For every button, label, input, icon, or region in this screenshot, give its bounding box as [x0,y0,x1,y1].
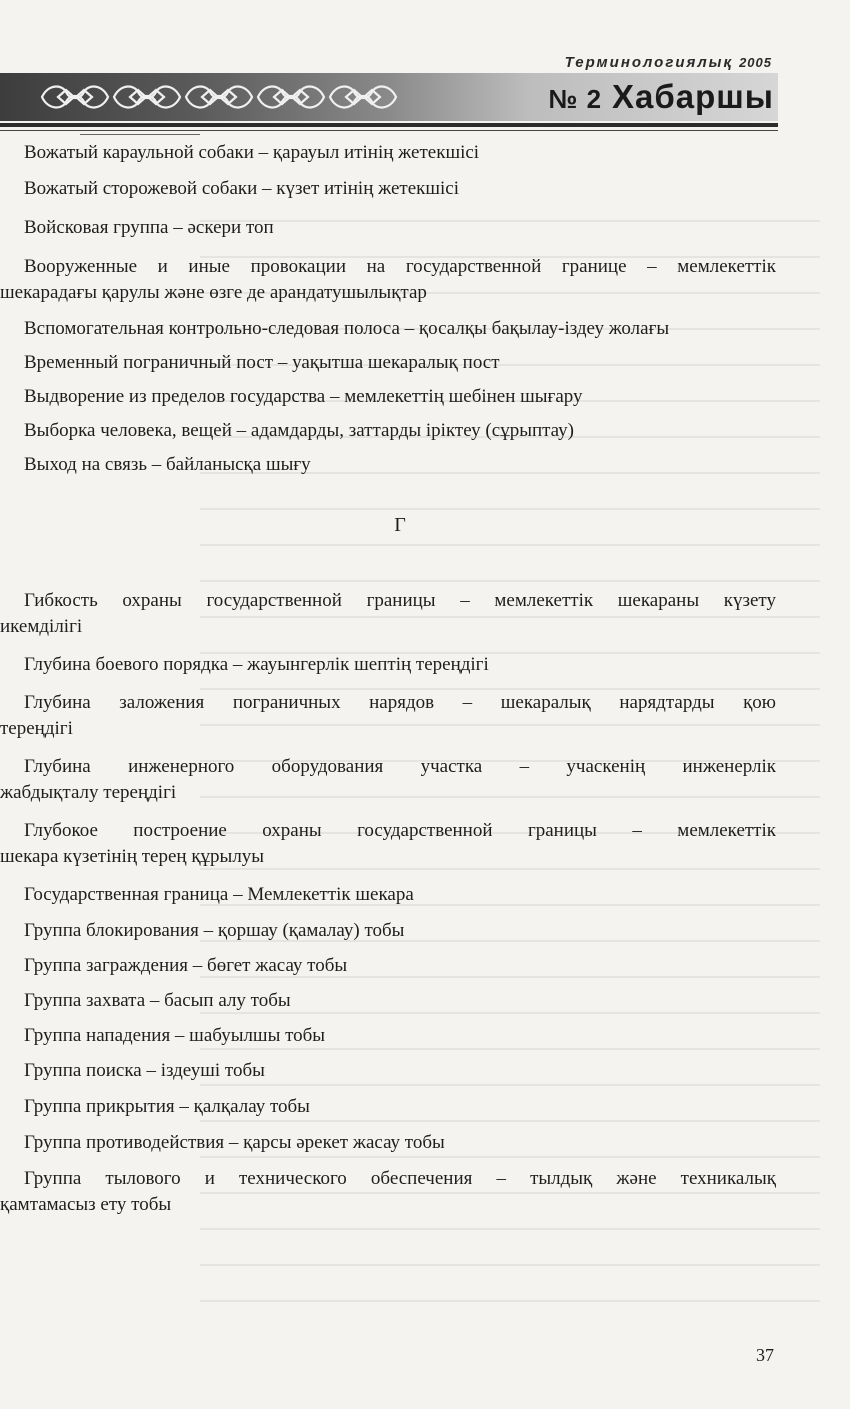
entry-text: Вожатый караульной собаки – қарауыл итінің жетекшісі [24,142,480,163]
entry-text-continued: тереңдігі [0,718,73,739]
entry-text: Группа заграждения – бөгет жасау тобы [24,955,348,976]
glossary-entry [0,316,776,342]
entry-text: Вспомогательная контрольно-следовая полоса – қосалқы бақылау-іздеу жолағы [24,318,670,339]
glossary-entry [0,754,776,806]
entry-text: Группа противодействия – қарсы әрекет жасау тобы [24,1132,445,1153]
entry-text: Вооруженные и иные провокации на государственной границе – мемлекеттік [24,256,776,277]
glossary-entry [0,652,776,678]
glossary-entry [0,350,776,376]
entry-text-continued: қамтамасыз ету тобы [0,1194,172,1215]
page-number: 37 [756,1345,774,1365]
entry-text: Временный пограничный пост – уақытша шекаралық пост [24,352,500,373]
entry-text: Глубина заложения пограничных нарядов – шекаралық нарядтарды қою [24,692,776,713]
entry-text: Выход на связь – байланысқа шығу [24,454,311,475]
glossary-entry [0,690,776,742]
entry-text: Группа тылового и технического обеспечения – тылдық және техникалық [24,1168,776,1189]
entry-text-continued: икемділігі [0,616,83,637]
journal-year: 2005 [739,55,772,70]
issue-heading [548,74,774,120]
glossary-entry [0,1130,776,1156]
entry-text: Войсковая группа – әскери топ [24,217,274,238]
header-rule [0,123,778,127]
glossary-entry [0,988,776,1014]
entry-text-continued: шекара күзетінің терең құрылуы [0,846,265,867]
entry-text: Выдворение из пределов государства – мемлекеттің шебінен шығару [24,386,583,407]
glossary-entry [0,918,776,944]
glossary-list [0,140,776,1218]
entry-text: Группа поиска – іздеуші тобы [24,1060,265,1081]
entry-text: Выборка человека, вещей – адамдарды, заттарды іріктеу (сұрыптау) [24,420,574,441]
entry-text: Группа прикрытия – қалқалау тобы [24,1096,310,1117]
glossary-entry [0,882,776,908]
entry-text: Вожатый сторожевой собаки – күзет итінің жетекшісі [24,178,460,199]
journal-title [565,54,772,71]
entry-text: Группа захвата – басып алу тобы [24,990,291,1011]
glossary-entry [0,1058,776,1084]
entry-text: Глубокое построение охраны государственной границы – мемлекеттік [24,820,776,841]
ornament-pattern [40,80,400,114]
glossary-entry [0,1023,776,1049]
entry-text: Гибкость охраны государственной границы – мемлекеттік шекараны күзету [24,590,776,611]
entry-text: Группа блокирования – қоршау (қамалау) тобы [24,920,405,941]
entry-text: Государственная граница – Мемлекеттік шекара [24,884,414,905]
entry-text: Глубина инженерного оборудования участка – учаскенің инженерлік [24,756,776,777]
issue-title: Хабаршы [612,78,774,115]
glossary-entry [0,1166,776,1218]
header-rule-short [80,134,200,135]
journal-name: Терминологиялық [564,54,734,71]
entry-text-continued: шекарадағы қарулы және өзге де арандатушылықтар [0,282,427,303]
glossary-entry [0,176,776,202]
glossary-entry [0,452,776,478]
issue-number: № 2 [548,84,603,114]
glossary-entry [0,588,776,640]
glossary-entry [0,418,776,444]
entry-text: Группа нападения – шабуылшы тобы [24,1025,326,1046]
entry-text-continued: жабдықталу тереңдігі [0,782,177,803]
glossary-entry [0,215,776,241]
section-letter: Г [394,514,406,536]
glossary-entry [0,384,776,410]
glossary-entry [0,140,776,166]
glossary-entry [0,953,776,979]
header-rule-thin [0,130,778,131]
glossary-entry [0,818,776,870]
glossary-entry [0,1094,776,1120]
entry-text: Глубина боевого порядка – жауынгерлік шептің тереңдігі [24,654,489,675]
glossary-entry [0,254,776,306]
